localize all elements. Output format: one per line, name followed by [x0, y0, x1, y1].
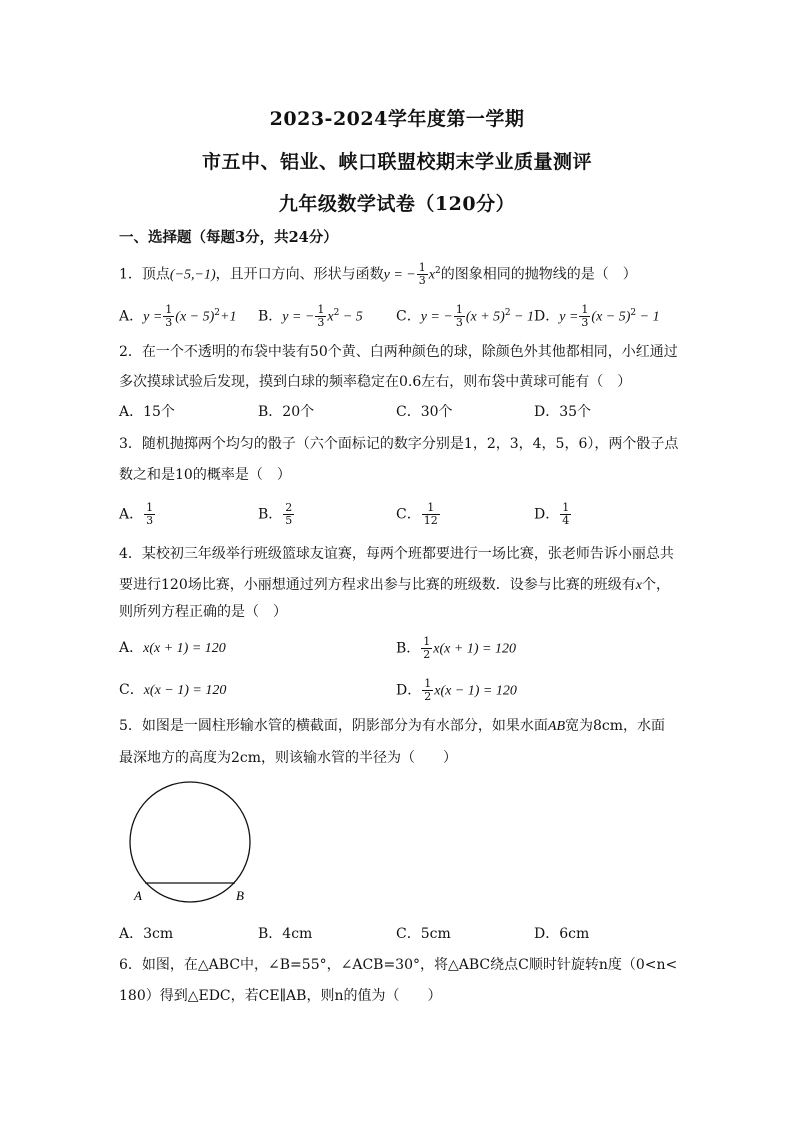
q4-line-2	[119, 575, 670, 596]
option-frac	[144, 502, 155, 527]
q5-line-1-post: 宽为8cm，水面	[565, 718, 666, 734]
section-heading: 一、选择题（每题3分，共24分）	[119, 229, 338, 246]
q6-line-1: 6．如图，在△ABC中，∠B=55°，∠ACB=30°，将△ABC绕点C顺时针旋转n度（0<n<	[119, 957, 678, 973]
q1-suffix: 的图象相同的抛物线的是（ ）	[440, 266, 637, 283]
option-expr: x(x + 1) = 120	[433, 641, 516, 657]
option-frac	[163, 304, 174, 329]
frac-num: 2	[285, 501, 293, 514]
q1-prefix: 1．顶点	[119, 266, 170, 283]
school-title: 市五中、铝业、峡口联盟校期末学业质量测评	[201, 151, 592, 173]
q1-func-num: 1	[418, 261, 426, 275]
option-expr: (x + 5)	[465, 309, 505, 325]
point-b-label: B	[236, 888, 244, 903]
q1-func-frac	[417, 262, 428, 287]
q1-option-a[interactable]	[119, 303, 236, 329]
option-frac	[560, 502, 571, 527]
q2-option-b[interactable]: B．20个	[258, 404, 315, 420]
frac-num: 1	[146, 501, 154, 514]
frac-den: 12	[423, 514, 438, 527]
q2-option-d[interactable]: D．35个	[534, 404, 592, 420]
option-exp: 2	[214, 308, 221, 318]
q4-option-c[interactable]	[119, 680, 226, 701]
q4-option-d[interactable]	[396, 678, 517, 703]
q1-func: y = −	[383, 267, 416, 283]
q1-option-c[interactable]	[396, 303, 534, 329]
frac-den: 3	[165, 316, 173, 330]
q2-option-c[interactable]: C．30个	[396, 404, 453, 420]
frac-den: 4	[562, 514, 570, 527]
option-frac	[422, 502, 440, 527]
q1-option-b[interactable]	[258, 303, 363, 329]
option-expr: y =	[143, 309, 163, 325]
frac-num: 1	[423, 635, 431, 648]
q5-line-2: 最深地方的高度为2cm，则该输水管的半径为（ ）	[119, 750, 458, 766]
q3-option-d[interactable]	[534, 502, 572, 527]
option-expr: − 1	[510, 309, 535, 325]
frac-num: 1	[317, 303, 325, 317]
option-exp: 2	[333, 308, 340, 318]
q2-line-1: 2．在一个不透明的布袋中装有50个黄、白两种颜色的球，除颜色外其他都相同，小红通过	[119, 344, 678, 360]
option-label: D．	[534, 506, 560, 523]
option-expr: y =	[559, 309, 579, 325]
q3-option-a[interactable]	[119, 502, 156, 527]
pipe-cross-section-figure	[120, 780, 270, 912]
option-frac	[454, 304, 465, 329]
frac-den: 3	[581, 316, 589, 330]
option-label: C．	[396, 308, 421, 325]
frac-den: 3	[146, 514, 154, 527]
option-frac	[315, 304, 326, 329]
option-label: A．	[119, 308, 144, 325]
q5-option-c[interactable]: C．5cm	[396, 926, 451, 942]
option-frac	[283, 502, 294, 527]
option-frac	[421, 636, 432, 661]
q4-option-b[interactable]	[396, 636, 516, 661]
frac-den: 3	[455, 316, 463, 330]
q5-option-d[interactable]: D．6cm	[534, 926, 590, 942]
q6-line-2: 180）得到△EDC，若CE∥AB，则n的值为（ ）	[119, 988, 442, 1004]
q1-option-d[interactable]	[534, 303, 660, 329]
option-exp: 2	[630, 308, 637, 318]
pipe-circle	[130, 782, 250, 902]
q5-line-1	[119, 716, 665, 737]
option-frac	[579, 304, 590, 329]
q2-line-2: 多次摸球试验后发现，摸到白球的频率稳定在0.6左右，则布袋中黄球可能有（ ）	[119, 374, 632, 390]
option-label: D．	[534, 308, 560, 325]
q4-var: x	[635, 578, 642, 593]
option-label: B．	[258, 308, 283, 325]
frac-num: 1	[424, 677, 432, 690]
option-label: A．	[119, 506, 144, 523]
option-exp: 2	[504, 308, 511, 318]
frac-num: 1	[455, 303, 463, 317]
term-title: 2023-2024学年度第一学期	[269, 108, 525, 130]
q1-func-var: x	[428, 267, 435, 283]
option-label: D．	[396, 682, 422, 699]
frac-den: 2	[424, 690, 432, 703]
q5-line-1-pre: 5．如图是一圆柱形输水管的横截面，阴影部分为有水部分，如果水面	[119, 718, 548, 734]
option-expr: y = −	[420, 309, 453, 325]
option-expr: x	[327, 309, 334, 325]
q1-mid: ，且开口方向、形状与函数	[215, 266, 384, 283]
frac-num: 1	[562, 501, 570, 514]
option-expr: − 5	[339, 309, 363, 325]
option-expr: x(x − 1) = 120	[143, 683, 227, 698]
option-expr: x(x − 1) = 120	[434, 683, 517, 699]
option-label: C．	[119, 682, 144, 698]
exam-title: 九年级数学试卷（120分）	[278, 193, 516, 215]
q4-line-2-post: 个，	[641, 577, 670, 593]
q2-option-a[interactable]: A．15个	[119, 404, 175, 420]
q4-option-a[interactable]	[119, 638, 226, 659]
option-label: B．	[396, 640, 421, 657]
option-frac	[422, 678, 433, 703]
q1-func-den: 3	[418, 274, 426, 288]
q1-vertex: (−5,−1)	[169, 267, 216, 283]
q4-line-3: 则所列方程正确的是（ ）	[119, 604, 287, 620]
option-expr: (x − 5)	[591, 309, 631, 325]
q5-option-b[interactable]: B．4cm	[258, 926, 313, 942]
q1-func-exp: 2	[434, 266, 441, 276]
option-expr: y = −	[282, 309, 315, 325]
option-expr: x(x + 1) = 120	[143, 641, 226, 656]
q4-line-1: 4．某校初三年级举行班级篮球友谊赛，每两个班都要进行一场比赛，张老师告诉小丽总共	[119, 546, 674, 562]
frac-den: 5	[285, 514, 293, 527]
frac-num: 1	[422, 502, 440, 515]
option-expr: +1	[220, 309, 237, 325]
frac-num: 1	[165, 303, 173, 317]
q3-option-c[interactable]	[396, 502, 441, 527]
option-expr: (x − 5)	[175, 309, 215, 325]
frac-den: 3	[317, 316, 325, 330]
q3-option-b[interactable]	[258, 502, 295, 527]
frac-num: 1	[581, 303, 589, 317]
option-label: B．	[258, 506, 283, 523]
point-a-label: A	[134, 888, 142, 903]
option-label: C．	[396, 506, 421, 523]
q3-line-2: 数之和是10的概率是（ ）	[119, 467, 291, 483]
q1-stem	[119, 261, 637, 287]
option-expr: − 1	[636, 309, 660, 325]
q3-line-1: 3．随机抛掷两个均匀的骰子（六个面标记的数字分别是1，2，3，4，5，6），两个骰子点	[119, 436, 679, 452]
q5-option-a[interactable]: A．3cm	[119, 926, 174, 942]
q5-ab: AB	[547, 719, 566, 734]
option-label: A．	[119, 640, 144, 656]
frac-den: 2	[423, 648, 431, 661]
q4-line-2-pre: 要进行120场比赛，小丽想通过列方程求出参与比赛的班级数．设参与比赛的班级有	[119, 577, 636, 593]
